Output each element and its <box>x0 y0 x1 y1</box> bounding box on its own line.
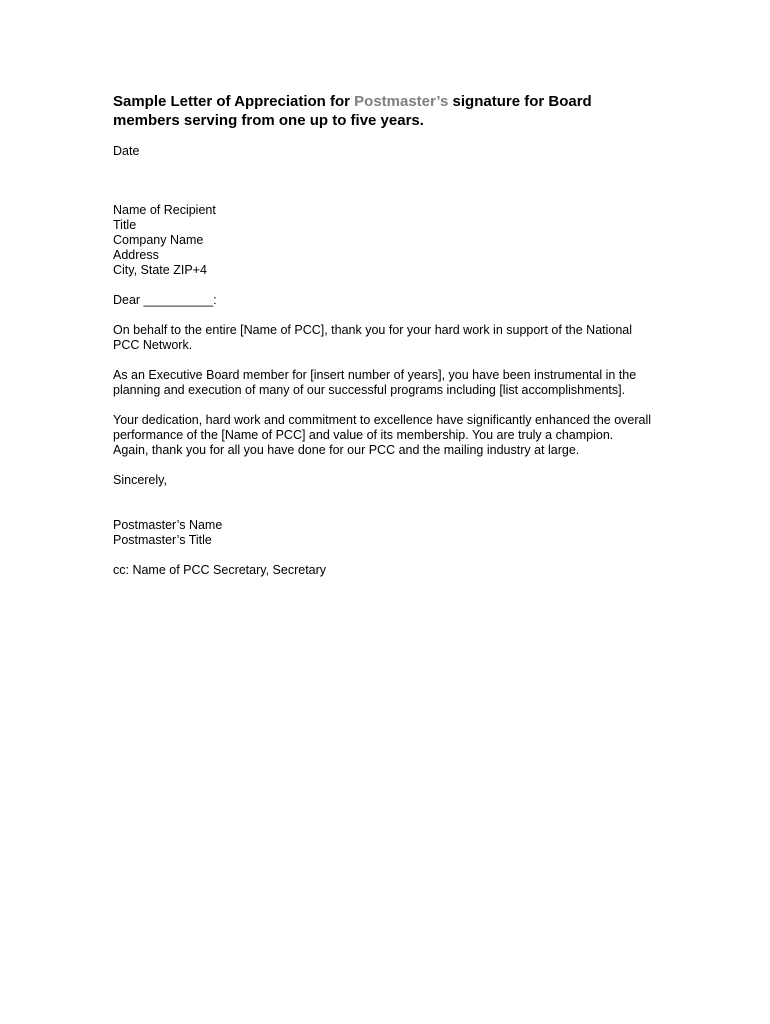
paragraph-line: Your dedication, hard work and commitment to excellence have significantly enhanced the overall <box>113 413 652 427</box>
title-highlight: Postmaster’s <box>354 93 449 110</box>
cc-line: cc: Name of PCC Secretary, Secretary <box>113 563 327 577</box>
date-line: Date <box>113 144 140 158</box>
recipient-name: Name of Recipient <box>113 203 216 217</box>
signer-name: Postmaster’s Name <box>113 518 223 532</box>
recipient-title: Title <box>113 218 137 232</box>
paragraph-2 <box>113 368 673 398</box>
paragraph-line: As an Executive Board member for [insert number of years], you have been instrumental in the <box>113 368 637 382</box>
paragraph-line: Again, thank you for all you have done for our PCC and the mailing industry at large. <box>113 443 580 457</box>
recipient-city: City, State ZIP+4 <box>113 263 207 277</box>
paragraph-line: performance of the [Name of PCC] and value of its membership. You are truly a champion. <box>113 428 614 442</box>
recipient-address: Address <box>113 248 159 262</box>
paragraph-3 <box>113 413 673 458</box>
title-part1: Sample Letter of Appreciation for <box>113 93 355 110</box>
paragraph-line: planning and execution of many of our successful programs including [list accomplishments]. <box>113 383 626 397</box>
recipient-company: Company Name <box>113 233 204 247</box>
letter-title <box>113 92 673 130</box>
signer-title: Postmaster’s Title <box>113 533 212 547</box>
signature-block <box>113 518 673 548</box>
closing: Sincerely, <box>113 473 167 487</box>
paragraph-line: PCC Network. <box>113 338 193 352</box>
title-line2: members serving from one up to five years. <box>113 112 424 129</box>
title-part2: signature for Board <box>448 93 592 110</box>
salutation: Dear __________: <box>113 293 217 307</box>
paragraph-1 <box>113 323 673 353</box>
letter-page <box>113 92 673 578</box>
recipient-block <box>113 203 673 278</box>
paragraph-line: On behalf to the entire [Name of PCC], thank you for your hard work in support of the National <box>113 323 633 337</box>
